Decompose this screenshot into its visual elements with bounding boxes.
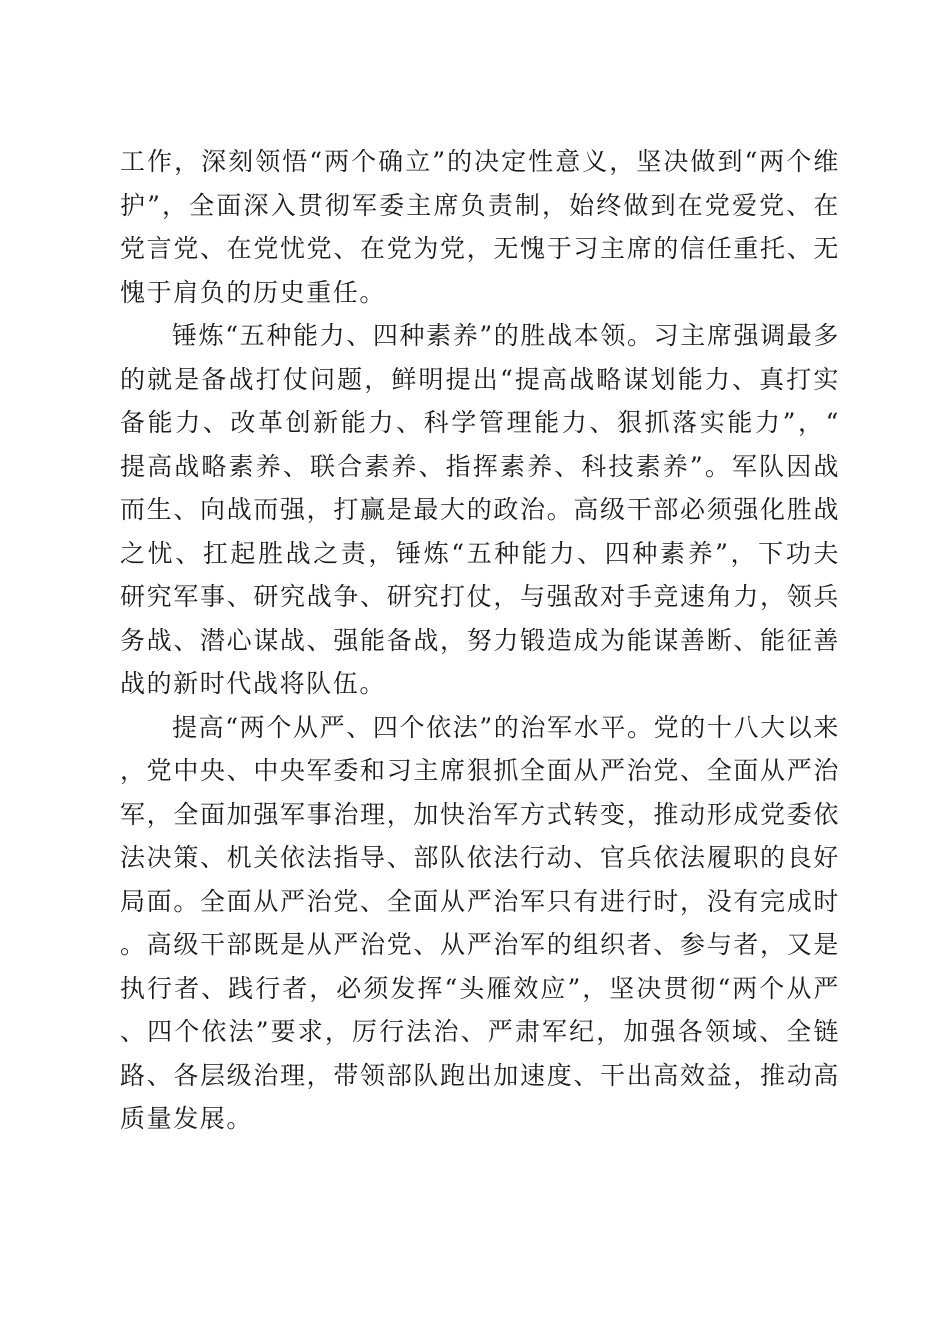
document-body	[120, 140, 840, 1141]
paragraph-continuation: 工作，深刻领悟“两个确立”的决定性意义，坚决做到“两个维护”，全面深入贯彻军委主席负责制，始终做到在党爱党、在党言党、在党忧党、在党为党，无愧于习主席的信任重托、无愧于肩负的历史重任。	[120, 147, 840, 307]
paragraph-military-governance: 提高“两个从严、四个依法”的治军水平。党的十八大以来，党中央、中央军委和习主席狠抓全面从严治党、全面从严治军，全面加强军事治理，加快治军方式转变，推动形成党委依法决策、机关依法指导、部队依法行动、官兵依法履职的良好局面。全面从严治党、全面从严治军只有进行时，没有完成时。高级干部既是从严治党、从严治军的组织者、参与者，又是执行者、践行者，必须发挥“头雁效应”，坚决贯彻“两个从严、四个依法”要求，厉行法治、严肃军纪，加强各领域、全链路、各层级治理，带领部队跑出加速度、干出高效益，推动高质量发展。	[120, 712, 840, 1133]
paragraph-combat-capability: 锤炼“五种能力、四种素养”的胜战本领。习主席强调最多的就是备战打仗问题，鲜明提出“提高战略谋划能力、真打实备能力、改革创新能力、科学管理能力、狠抓落实能力”，“提高战略素养、联合素养、指挥素养、科技素养”。军队因战而生、向战而强，打赢是最大的政治。高级干部必须强化胜战之忧、扛起胜战之责，锤炼“五种能力、四种素养”，下功夫研究军事、研究战争、研究打仗，与强敌对手竞速角力，领兵务战、潜心谋战、强能备战，努力锻造成为能谋善断、能征善战的新时代战将队伍。	[120, 321, 840, 698]
